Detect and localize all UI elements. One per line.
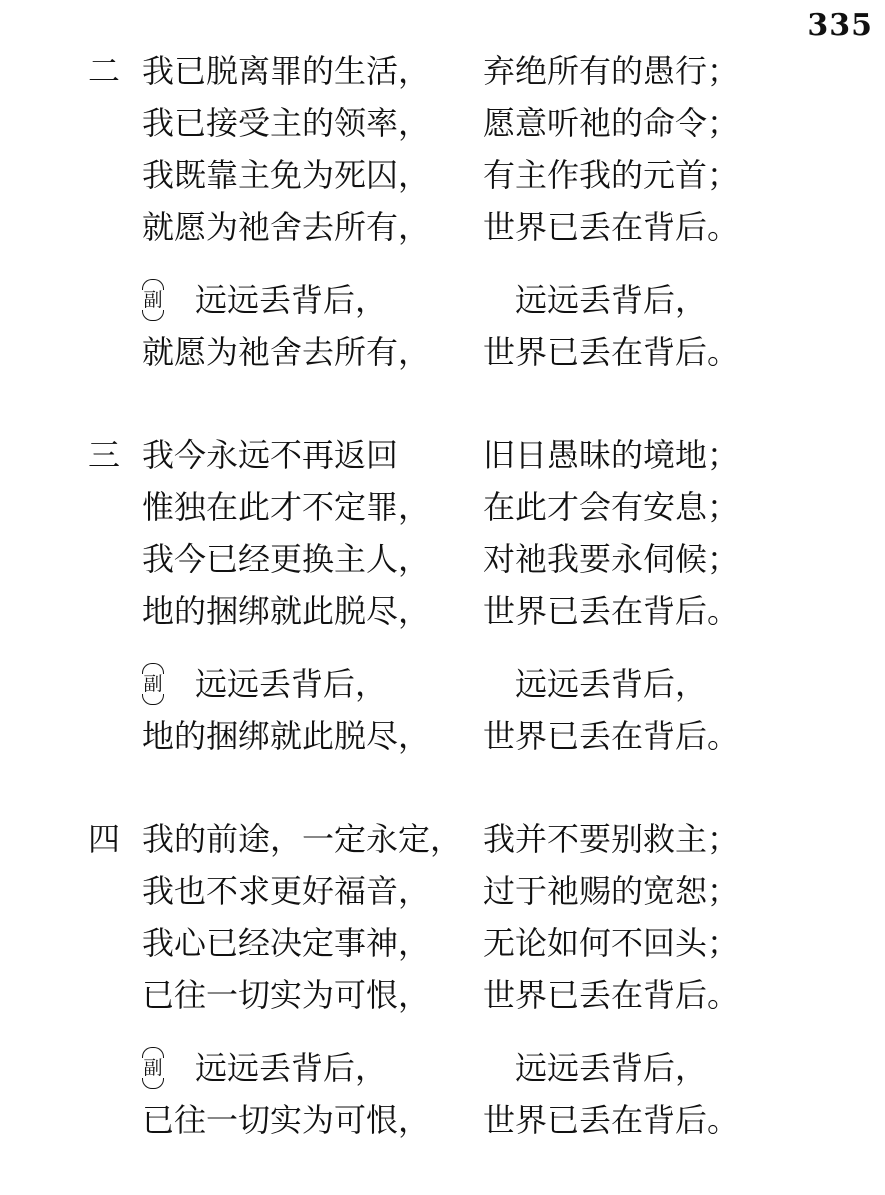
- verse-line: [0, 813, 885, 865]
- chorus-line: [0, 710, 885, 762]
- verse-line: [0, 865, 885, 917]
- verse-line: [0, 201, 885, 253]
- chorus-line-left: 已往一切实为可恨，: [142, 1101, 431, 1139]
- chorus-line-right: 世界已丢在背后。: [483, 717, 740, 755]
- stanza-number: 四: [88, 820, 121, 858]
- verse-line-right: 世界已丢在背后。: [483, 208, 740, 246]
- verse-line-right: 过于祂赐的宽恕；: [483, 872, 740, 910]
- verse-line-right: 旧日愚昧的境地；: [483, 436, 740, 474]
- verse-line: [0, 917, 885, 969]
- chorus-line-left: 远远丢背后，: [195, 665, 388, 703]
- chorus-line: [0, 1094, 885, 1146]
- verse-line: [0, 969, 885, 1021]
- verse-line: [0, 533, 885, 585]
- verse-line-left: 我已脱离罪的生活，: [142, 52, 431, 90]
- chorus-line: [0, 274, 885, 326]
- verse-line-left: 已往一切实为可恨，: [142, 976, 431, 1014]
- verse-line-right: 世界已丢在背后。: [483, 592, 740, 630]
- verse-line: [0, 481, 885, 533]
- verse-line-left: 惟独在此才不定罪，: [142, 488, 431, 526]
- chorus-marker-icon: 副: [142, 1051, 164, 1085]
- verse-line-left: 地的捆绑就此脱尽，: [142, 592, 431, 630]
- verse-line-right: 无论如何不回头；: [483, 924, 740, 962]
- verse-line: [0, 97, 885, 149]
- chorus-line: [0, 326, 885, 378]
- verse-line-left: 我已接受主的领率，: [142, 104, 431, 142]
- verse-line-right: 在此才会有安息；: [483, 488, 740, 526]
- chorus-line-left: 远远丢背后，: [195, 281, 388, 319]
- verse-line-left: 我的前途，一定永定，: [142, 820, 463, 858]
- chorus-marker-icon: 副: [142, 283, 164, 317]
- chorus-line-left: 远远丢背后，: [195, 1049, 388, 1087]
- chorus-line-right: 世界已丢在背后。: [483, 333, 740, 371]
- verse-line-left: 就愿为祂舍去所有，: [142, 208, 431, 246]
- chorus-line-right: 远远丢背后，: [515, 665, 708, 703]
- stanza-number: 三: [88, 436, 121, 474]
- page-number: 335: [807, 8, 873, 43]
- verse-line-right: 有主作我的元首；: [483, 156, 740, 194]
- chorus-line-right: 远远丢背后，: [515, 281, 708, 319]
- verse-line-left: 我心已经决定事神，: [142, 924, 431, 962]
- verse-line-right: 弃绝所有的愚行；: [483, 52, 740, 90]
- verse-line: [0, 45, 885, 97]
- verse-line-left: 我也不求更好福音，: [142, 872, 431, 910]
- verse-line-right: 对祂我要永伺候；: [483, 540, 740, 578]
- chorus-line: [0, 658, 885, 710]
- chorus-line-left: 就愿为祂舍去所有，: [142, 333, 431, 371]
- chorus-line-left: 地的捆绑就此脱尽，: [142, 717, 431, 755]
- verse-line-left: 我既靠主免为死囚，: [142, 156, 431, 194]
- verse-line: [0, 585, 885, 637]
- chorus-line-right: 世界已丢在背后。: [483, 1101, 740, 1139]
- chorus-line: [0, 1042, 885, 1094]
- verse-line: [0, 149, 885, 201]
- verse-line-right: 愿意听祂的命令；: [483, 104, 740, 142]
- verse-line-right: 我并不要别救主；: [483, 820, 740, 858]
- verse-line: [0, 429, 885, 481]
- chorus-line-right: 远远丢背后，: [515, 1049, 708, 1087]
- chorus-marker-icon: 副: [142, 667, 164, 701]
- stanza-number: 二: [88, 52, 121, 90]
- verse-line-left: 我今永远不再返回: [142, 436, 399, 474]
- verse-line-left: 我今已经更换主人，: [142, 540, 431, 578]
- verse-line-right: 世界已丢在背后。: [483, 976, 740, 1014]
